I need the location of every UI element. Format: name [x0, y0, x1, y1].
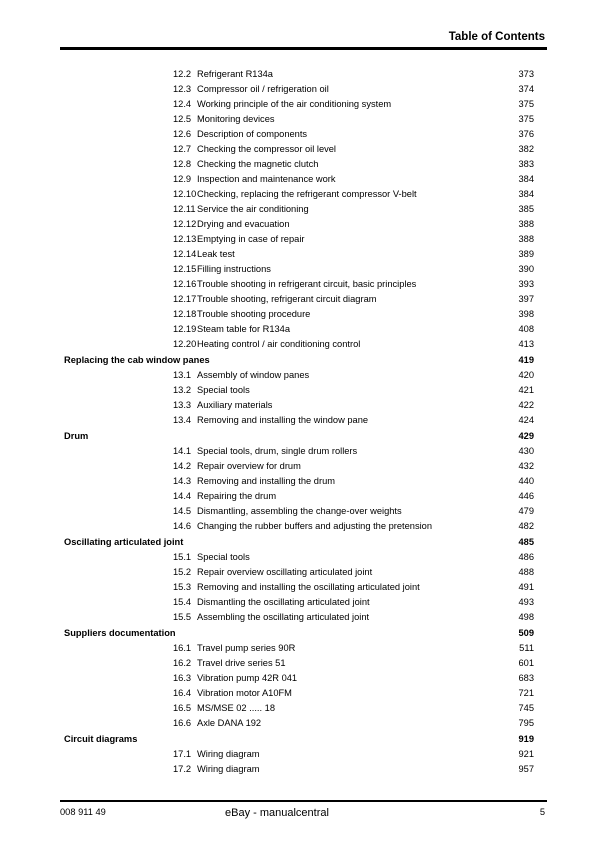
- toc-page-number: 429: [518, 431, 534, 441]
- toc-page-number: 485: [518, 537, 534, 547]
- toc-page-number: 921: [518, 749, 534, 759]
- toc-page-number: 408: [518, 324, 534, 334]
- toc-section-number: 13.3: [173, 400, 192, 410]
- toc-section-title: Checking the compressor oil level: [197, 144, 336, 154]
- toc-entry-row[interactable]: [64, 686, 534, 701]
- header-divider: [60, 47, 547, 50]
- toc-section-title: Travel pump series 90R: [197, 643, 296, 653]
- toc-page-number: 491: [518, 582, 534, 592]
- toc-page-number: 919: [518, 734, 534, 744]
- toc-entry-row[interactable]: [64, 322, 534, 337]
- toc-section-title: Special tools: [197, 385, 250, 395]
- toc-section-number: 12.8: [173, 159, 192, 169]
- toc-page-number: 389: [518, 249, 534, 259]
- toc-page-number: 957: [518, 764, 534, 774]
- toc-section-title: Heating control / air conditioning control: [197, 339, 361, 349]
- toc-entry-row[interactable]: [64, 444, 534, 459]
- toc-page-number: 440: [518, 476, 534, 486]
- toc-section-title: Special tools: [197, 552, 250, 562]
- toc-page-number: 430: [518, 446, 534, 456]
- toc-entry-row[interactable]: [64, 656, 534, 671]
- toc-chapter-title: Replacing the cab window panes: [64, 355, 210, 365]
- toc-section-title: Changing the rubber buffers and adjusting the pretension: [197, 521, 433, 531]
- toc-section-number: 12.19: [173, 324, 197, 334]
- toc-chapter-row[interactable]: [64, 352, 534, 368]
- toc-page-number: 683: [518, 673, 534, 683]
- toc-page-number: 375: [518, 99, 534, 109]
- toc-section-title: Leak test: [197, 249, 235, 259]
- toc-chapter-title: Circuit diagrams: [64, 734, 138, 744]
- toc-section-number: 16.4: [173, 688, 192, 698]
- toc-section-title: Assembly of window panes: [197, 370, 310, 380]
- toc-chapter-row[interactable]: [64, 534, 534, 550]
- toc-entry-row[interactable]: [64, 474, 534, 489]
- toc-page-number: 382: [518, 144, 534, 154]
- toc-entry-row[interactable]: [64, 172, 534, 187]
- toc-section-number: 12.20: [173, 339, 197, 349]
- toc-entry-row[interactable]: [64, 82, 534, 97]
- toc-entry-row[interactable]: [64, 232, 534, 247]
- toc-page-number: 493: [518, 597, 534, 607]
- toc-section-title: Axle DANA 192: [197, 718, 262, 728]
- toc-page-number: 373: [518, 69, 534, 79]
- toc-section-number: 16.3: [173, 673, 192, 683]
- toc-entry-row[interactable]: [64, 187, 534, 202]
- toc-section-number: 12.10: [173, 189, 197, 199]
- toc-page-number: 446: [518, 491, 534, 501]
- toc-section-number: 12.12: [173, 219, 197, 229]
- toc-section-number: 16.2: [173, 658, 192, 668]
- toc-section-number: 15.3: [173, 582, 192, 592]
- toc-section-number: 15.2: [173, 567, 192, 577]
- toc-section-number: 12.4: [173, 99, 192, 109]
- footer-watermark-text: eBay - manualcentral: [225, 807, 329, 819]
- document-number: 008 911 49: [60, 807, 106, 817]
- toc-section-number: 14.1: [173, 446, 192, 456]
- toc-chapter-title: Oscillating articulated joint: [64, 537, 184, 547]
- toc-section-title: Working principle of the air conditioning system: [197, 99, 392, 109]
- footer-divider: [60, 800, 547, 802]
- toc-section-number: 12.5: [173, 114, 192, 124]
- toc-page-number: 384: [518, 174, 534, 184]
- toc-page-number: 721: [518, 688, 534, 698]
- toc-entry-row[interactable]: [64, 217, 534, 232]
- toc-section-title: Vibration motor A10FM: [197, 688, 292, 698]
- toc-section-title: Wiring diagram: [197, 749, 260, 759]
- toc-section-number: 12.17: [173, 294, 197, 304]
- toc-entry-row[interactable]: [64, 97, 534, 112]
- table-of-contents: [64, 67, 534, 777]
- toc-page-number: 482: [518, 521, 534, 531]
- toc-section-number: 12.2: [173, 69, 192, 79]
- toc-page-number: 745: [518, 703, 534, 713]
- toc-page-number: 419: [518, 355, 534, 365]
- toc-section-title: Dismantling the oscillating articulated joint: [197, 597, 370, 607]
- toc-entry-row[interactable]: [64, 368, 534, 383]
- toc-section-number: 12.6: [173, 129, 192, 139]
- toc-section-title: Assembling the oscillating articulated joint: [197, 612, 370, 622]
- toc-section-title: Steam table for R134a: [197, 324, 291, 334]
- toc-section-title: Auxiliary materials: [197, 400, 273, 410]
- toc-page-number: 511: [519, 643, 534, 653]
- toc-section-number: 13.4: [173, 415, 192, 425]
- toc-entry-row[interactable]: [64, 292, 534, 307]
- toc-section-title: Trouble shooting, refrigerant circuit diagram: [197, 294, 377, 304]
- toc-section-number: 13.2: [173, 385, 192, 395]
- toc-section-number: 12.7: [173, 144, 192, 154]
- toc-section-title: Removing and installing the drum: [197, 476, 335, 486]
- toc-entry-row[interactable]: [64, 701, 534, 716]
- toc-page-number: 795: [518, 718, 534, 728]
- toc-section-number: 14.5: [173, 506, 192, 516]
- toc-section-number: 12.9: [173, 174, 192, 184]
- toc-page-number: 498: [518, 612, 534, 622]
- toc-section-number: 12.3: [173, 84, 192, 94]
- toc-section-number: 14.2: [173, 461, 192, 471]
- toc-section-title: Checking, replacing the refrigerant compressor V-belt: [197, 189, 417, 199]
- toc-page-number: 422: [518, 400, 534, 410]
- toc-page-number: 397: [518, 294, 534, 304]
- toc-entry-row[interactable]: [64, 747, 534, 762]
- toc-page-number: 421: [518, 385, 534, 395]
- toc-chapter-row[interactable]: [64, 731, 534, 747]
- toc-entry-row[interactable]: [64, 671, 534, 686]
- toc-section-number: 16.1: [173, 643, 192, 653]
- toc-page-number: 383: [518, 159, 534, 169]
- toc-page-number: 393: [518, 279, 534, 289]
- toc-section-number: 12.11: [173, 204, 196, 214]
- toc-page-number: 601: [518, 658, 534, 668]
- toc-section-title: Inspection and maintenance work: [197, 174, 336, 184]
- toc-page-number: 488: [518, 567, 534, 577]
- toc-entry-row[interactable]: [64, 142, 534, 157]
- toc-entry-row[interactable]: [64, 67, 534, 82]
- toc-entry-row[interactable]: [64, 504, 534, 519]
- toc-entry-row[interactable]: [64, 641, 534, 656]
- toc-chapter-row[interactable]: [64, 428, 534, 444]
- toc-entry-row[interactable]: [64, 716, 534, 731]
- toc-section-title: Repair overview oscillating articulated joint: [197, 567, 373, 577]
- toc-section-number: 12.14: [173, 249, 197, 259]
- toc-section-title: Compressor oil / refrigeration oil: [197, 84, 329, 94]
- toc-entry-row[interactable]: [64, 157, 534, 172]
- toc-entry-row[interactable]: [64, 519, 534, 534]
- toc-section-title: Description of components: [197, 129, 308, 139]
- toc-page-number: 432: [518, 461, 534, 471]
- toc-entry-row[interactable]: [64, 565, 534, 580]
- toc-page-number: 385: [518, 204, 534, 214]
- toc-entry-row[interactable]: [64, 277, 534, 292]
- toc-page-number: 479: [518, 506, 534, 516]
- toc-chapter-title: Drum: [64, 431, 89, 441]
- toc-chapter-title: Suppliers documentation: [64, 628, 176, 638]
- toc-page-number: 390: [518, 264, 534, 274]
- toc-page-number: 398: [518, 309, 534, 319]
- toc-section-title: Removing and installing the oscillating articulated joint: [197, 582, 420, 592]
- toc-section-title: Service the air conditioning: [197, 204, 309, 214]
- toc-section-number: 16.5: [173, 703, 192, 713]
- toc-section-title: Wiring diagram: [197, 764, 260, 774]
- toc-section-title: Monitoring devices: [197, 114, 275, 124]
- toc-entry-row[interactable]: [64, 262, 534, 277]
- toc-section-number: 12.16: [173, 279, 197, 289]
- toc-section-number: 14.6: [173, 521, 192, 531]
- toc-entry-row[interactable]: [64, 459, 534, 474]
- toc-section-title: Trouble shooting procedure: [197, 309, 311, 319]
- toc-page-number: 375: [518, 114, 534, 124]
- toc-page-number: 420: [518, 370, 534, 380]
- toc-section-title: Filling instructions: [197, 264, 271, 274]
- toc-section-number: 13.1: [173, 370, 192, 380]
- toc-entry-row[interactable]: [64, 413, 534, 428]
- toc-section-number: 12.18: [173, 309, 197, 319]
- toc-page-number: 486: [518, 552, 534, 562]
- toc-section-title: Checking the magnetic clutch: [197, 159, 319, 169]
- toc-entry-row[interactable]: [64, 489, 534, 504]
- toc-entry-row[interactable]: [64, 398, 534, 413]
- toc-section-title: Repairing the drum: [197, 491, 277, 501]
- toc-section-title: Removing and installing the window pane: [197, 415, 369, 425]
- toc-section-number: 17.1: [173, 749, 192, 759]
- toc-chapter-row[interactable]: [64, 625, 534, 641]
- page-title: Table of Contents: [448, 31, 545, 43]
- toc-section-title: Vibration pump 42R 041: [197, 673, 298, 683]
- toc-section-number: 12.15: [173, 264, 197, 274]
- toc-entry-row[interactable]: [64, 112, 534, 127]
- toc-entry-row[interactable]: [64, 610, 534, 625]
- toc-page-number: 509: [518, 628, 534, 638]
- toc-section-number: 15.4: [173, 597, 192, 607]
- toc-entry-row[interactable]: [64, 595, 534, 610]
- toc-section-title: Refrigerant R134a: [197, 69, 273, 79]
- toc-section-number: 15.5: [173, 612, 192, 622]
- toc-entry-row[interactable]: [64, 337, 534, 352]
- toc-section-number: 17.2: [173, 764, 192, 774]
- page-number: 5: [539, 807, 545, 817]
- toc-section-title: Drying and evacuation: [197, 219, 290, 229]
- toc-section-title: Repair overview for drum: [197, 461, 301, 471]
- toc-entry-row[interactable]: [64, 550, 534, 565]
- toc-page-number: 374: [518, 84, 534, 94]
- toc-section-number: 16.6: [173, 718, 192, 728]
- toc-page-number: 424: [518, 415, 534, 425]
- toc-page-number: 413: [518, 339, 534, 349]
- toc-section-title: Special tools, drum, single drum rollers: [197, 446, 358, 456]
- toc-entry-row[interactable]: [64, 127, 534, 142]
- toc-section-number: 15.1: [173, 552, 192, 562]
- toc-entry-row[interactable]: [64, 383, 534, 398]
- toc-section-title: Trouble shooting in refrigerant circuit, basic principles: [197, 279, 417, 289]
- toc-section-title: Emptying in case of repair: [197, 234, 305, 244]
- toc-section-number: 14.3: [173, 476, 192, 486]
- toc-entry-row[interactable]: [64, 247, 534, 262]
- toc-page-number: 376: [518, 129, 534, 139]
- toc-section-title: Dismantling, assembling the change-over weights: [197, 506, 402, 516]
- toc-entry-row[interactable]: [64, 307, 534, 322]
- toc-section-title: Travel drive series 51: [197, 658, 286, 668]
- toc-entry-row[interactable]: [64, 580, 534, 595]
- toc-entry-row[interactable]: [64, 762, 534, 777]
- toc-entry-row[interactable]: [64, 202, 534, 217]
- toc-page-number: 388: [518, 219, 534, 229]
- toc-page-number: 388: [518, 234, 534, 244]
- toc-section-number: 12.13: [173, 234, 197, 244]
- toc-page-number: 384: [518, 189, 534, 199]
- toc-section-title: MS/MSE 02 ..... 18: [197, 703, 276, 713]
- toc-section-number: 14.4: [173, 491, 192, 501]
